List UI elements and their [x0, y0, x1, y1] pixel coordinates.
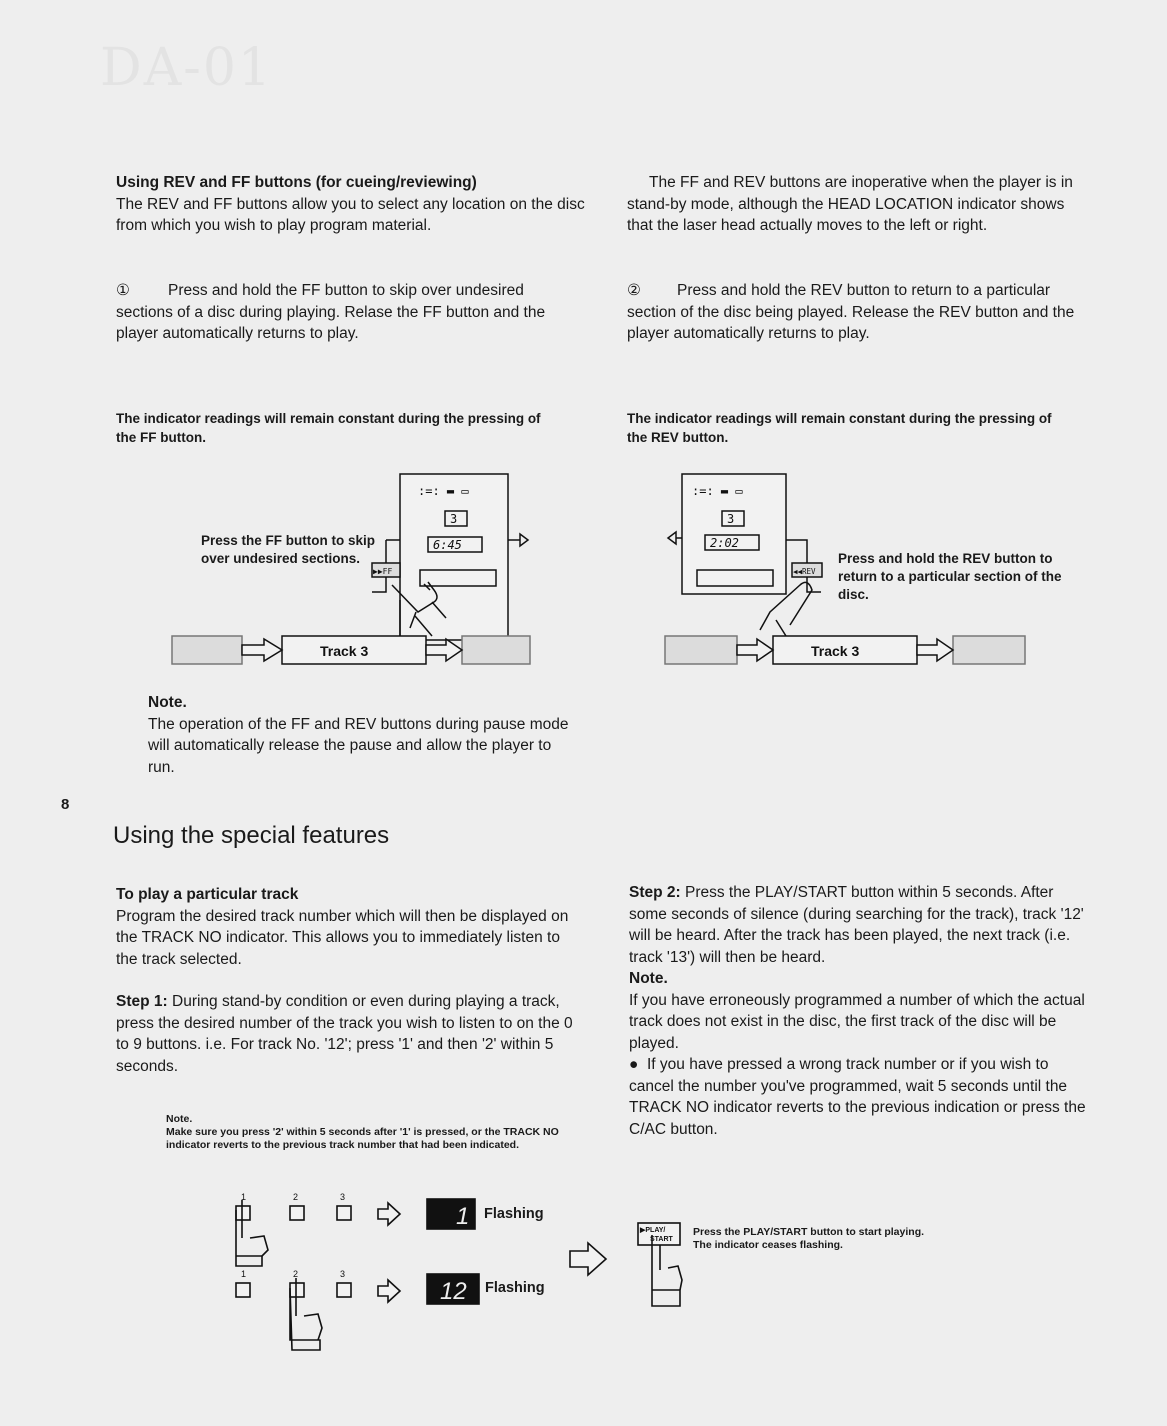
particular-track-heading: To play a particular track: [116, 886, 299, 903]
rev-ff-intro: The REV and FF buttons allow you to select any location on the disc from which you wish to play program material.: [116, 195, 585, 234]
special-note-title: Note.: [629, 970, 668, 987]
key-1-pressed: [236, 1206, 250, 1220]
ff-track-digit: 3: [450, 512, 458, 526]
key-num-1: 1: [241, 1192, 247, 1202]
key-num-2: 2: [293, 1192, 299, 1202]
rev-ff-heading: Using REV and FF buttons (for cueing/reviewing): [116, 174, 477, 191]
arrow-right-icon-1: [378, 1203, 400, 1225]
section-title: Using the special features: [113, 822, 390, 849]
pause-note-title: Note.: [148, 694, 187, 711]
key-1: [236, 1283, 250, 1297]
special-step2-label: Step 2:: [629, 884, 681, 901]
key-2-pressed: [290, 1283, 304, 1297]
special-step1-label: Step 1:: [116, 993, 168, 1010]
ff-time-text: 6:45: [433, 538, 462, 552]
key-num-3: 3: [340, 1192, 346, 1202]
page-number: 8: [61, 796, 70, 813]
rev-diagram-label: Press and hold the REV button to return to a particular section of the disc.: [838, 551, 1062, 602]
big-arrow-icon: [570, 1243, 606, 1275]
play-caption: Press the PLAY/START button to start playing. The indicator ceases flashing.: [693, 1226, 925, 1251]
ff-head-indicator: :=: ▬ ▭: [418, 484, 469, 498]
special-note-text: If you have erroneously programmed a number of which the actual track does not exist in the disc, the first track of the disc will be played.: [629, 991, 1085, 1052]
ff-button-label: ▶▶FF: [373, 567, 393, 576]
arrow-right-icon-2: [378, 1280, 400, 1302]
rev-track-digit: 3: [727, 512, 735, 526]
step2-number: ②: [627, 282, 641, 299]
step1-text: Press and hold the FF button to skip over undesired sections of a disc during playing. Relase the FF button and the player automatically returns to play.: [116, 282, 546, 342]
display-digit-1: 1: [456, 1203, 470, 1230]
small-note-title: Note.: [166, 1113, 193, 1125]
rev-button-label: ◀◀REV: [793, 567, 816, 576]
rev-track-label: Track 3: [811, 643, 860, 659]
rev-time-text: 2:02: [710, 536, 739, 550]
bullet-icon: ●: [629, 1056, 647, 1073]
key-num-2b: 2: [293, 1269, 299, 1279]
key-num-3b: 3: [340, 1269, 346, 1279]
ff-diagram-label: Press the FF button to skip over undesired sections.: [201, 533, 376, 566]
special-step1-text: During stand-by condition or even during playing a track, press the desired number of the track you wish to listen to on the 0 to 9 buttons. i.e. For track No. '12'; press '1' and then '2' within 5 seconds.: [116, 993, 573, 1075]
flashing-label-1: Flashing: [484, 1206, 544, 1222]
play-button-label-1: ▶PLAY/: [640, 1227, 666, 1234]
small-note-text: Make sure you press '2' within 5 seconds after '1' is pressed, or the TRACK NO indicator reverts to the previous track number that had been indicated.: [166, 1126, 559, 1151]
play-button-label-2: START: [650, 1236, 673, 1243]
special-bullet-text: If you have pressed a wrong track number or if you wish to cancel the number you've programmed, wait 5 seconds until the TRACK NO indicator reverts to the previous indication or press the C/AC button.: [629, 1056, 1086, 1138]
rev-head-indicator: :=: ▬ ▭: [692, 484, 743, 498]
particular-track-intro: Program the desired track number which will then be displayed on the TRACK NO indicator. This allows you to immediately listen to the track selected.: [116, 907, 569, 968]
key-2: [290, 1206, 304, 1220]
bleed-through-text: DA-01: [100, 38, 273, 98]
ff-track-label: Track 3: [320, 643, 369, 659]
display-digit-2: 12: [440, 1278, 467, 1305]
caption-ff: The indicator readings will remain constant during the pressing of the FF button.: [116, 411, 541, 445]
flashing-label-2: Flashing: [485, 1280, 545, 1296]
key-3-row2: [337, 1283, 351, 1297]
special-step2-text: Press the PLAY/START button within 5 seconds. After some seconds of silence (during searching for the track), track '12' will be heard. After the track has been played, the next track (i.e. track '13') will then be heard.: [629, 884, 1084, 966]
key-3: [337, 1206, 351, 1220]
pause-note-text: The operation of the FF and REV buttons during pause mode will automatically release the pause and allow the player to run.: [148, 715, 569, 776]
key-num-1b: 1: [241, 1269, 247, 1279]
inoperative-note: The FF and REV buttons are inoperative when the player is in stand-by mode, although the HEAD LOCATION indicator shows that the laser head actually moves to the left or right.: [627, 174, 1073, 234]
step1-number: ①: [116, 282, 130, 299]
caption-rev: The indicator readings will remain constant during the pressing of the REV button.: [627, 411, 1052, 445]
step2-text: Press and hold the REV button to return to a particular section of the disc being played. Release the REV button and the player automatically returns to play.: [627, 282, 1075, 342]
